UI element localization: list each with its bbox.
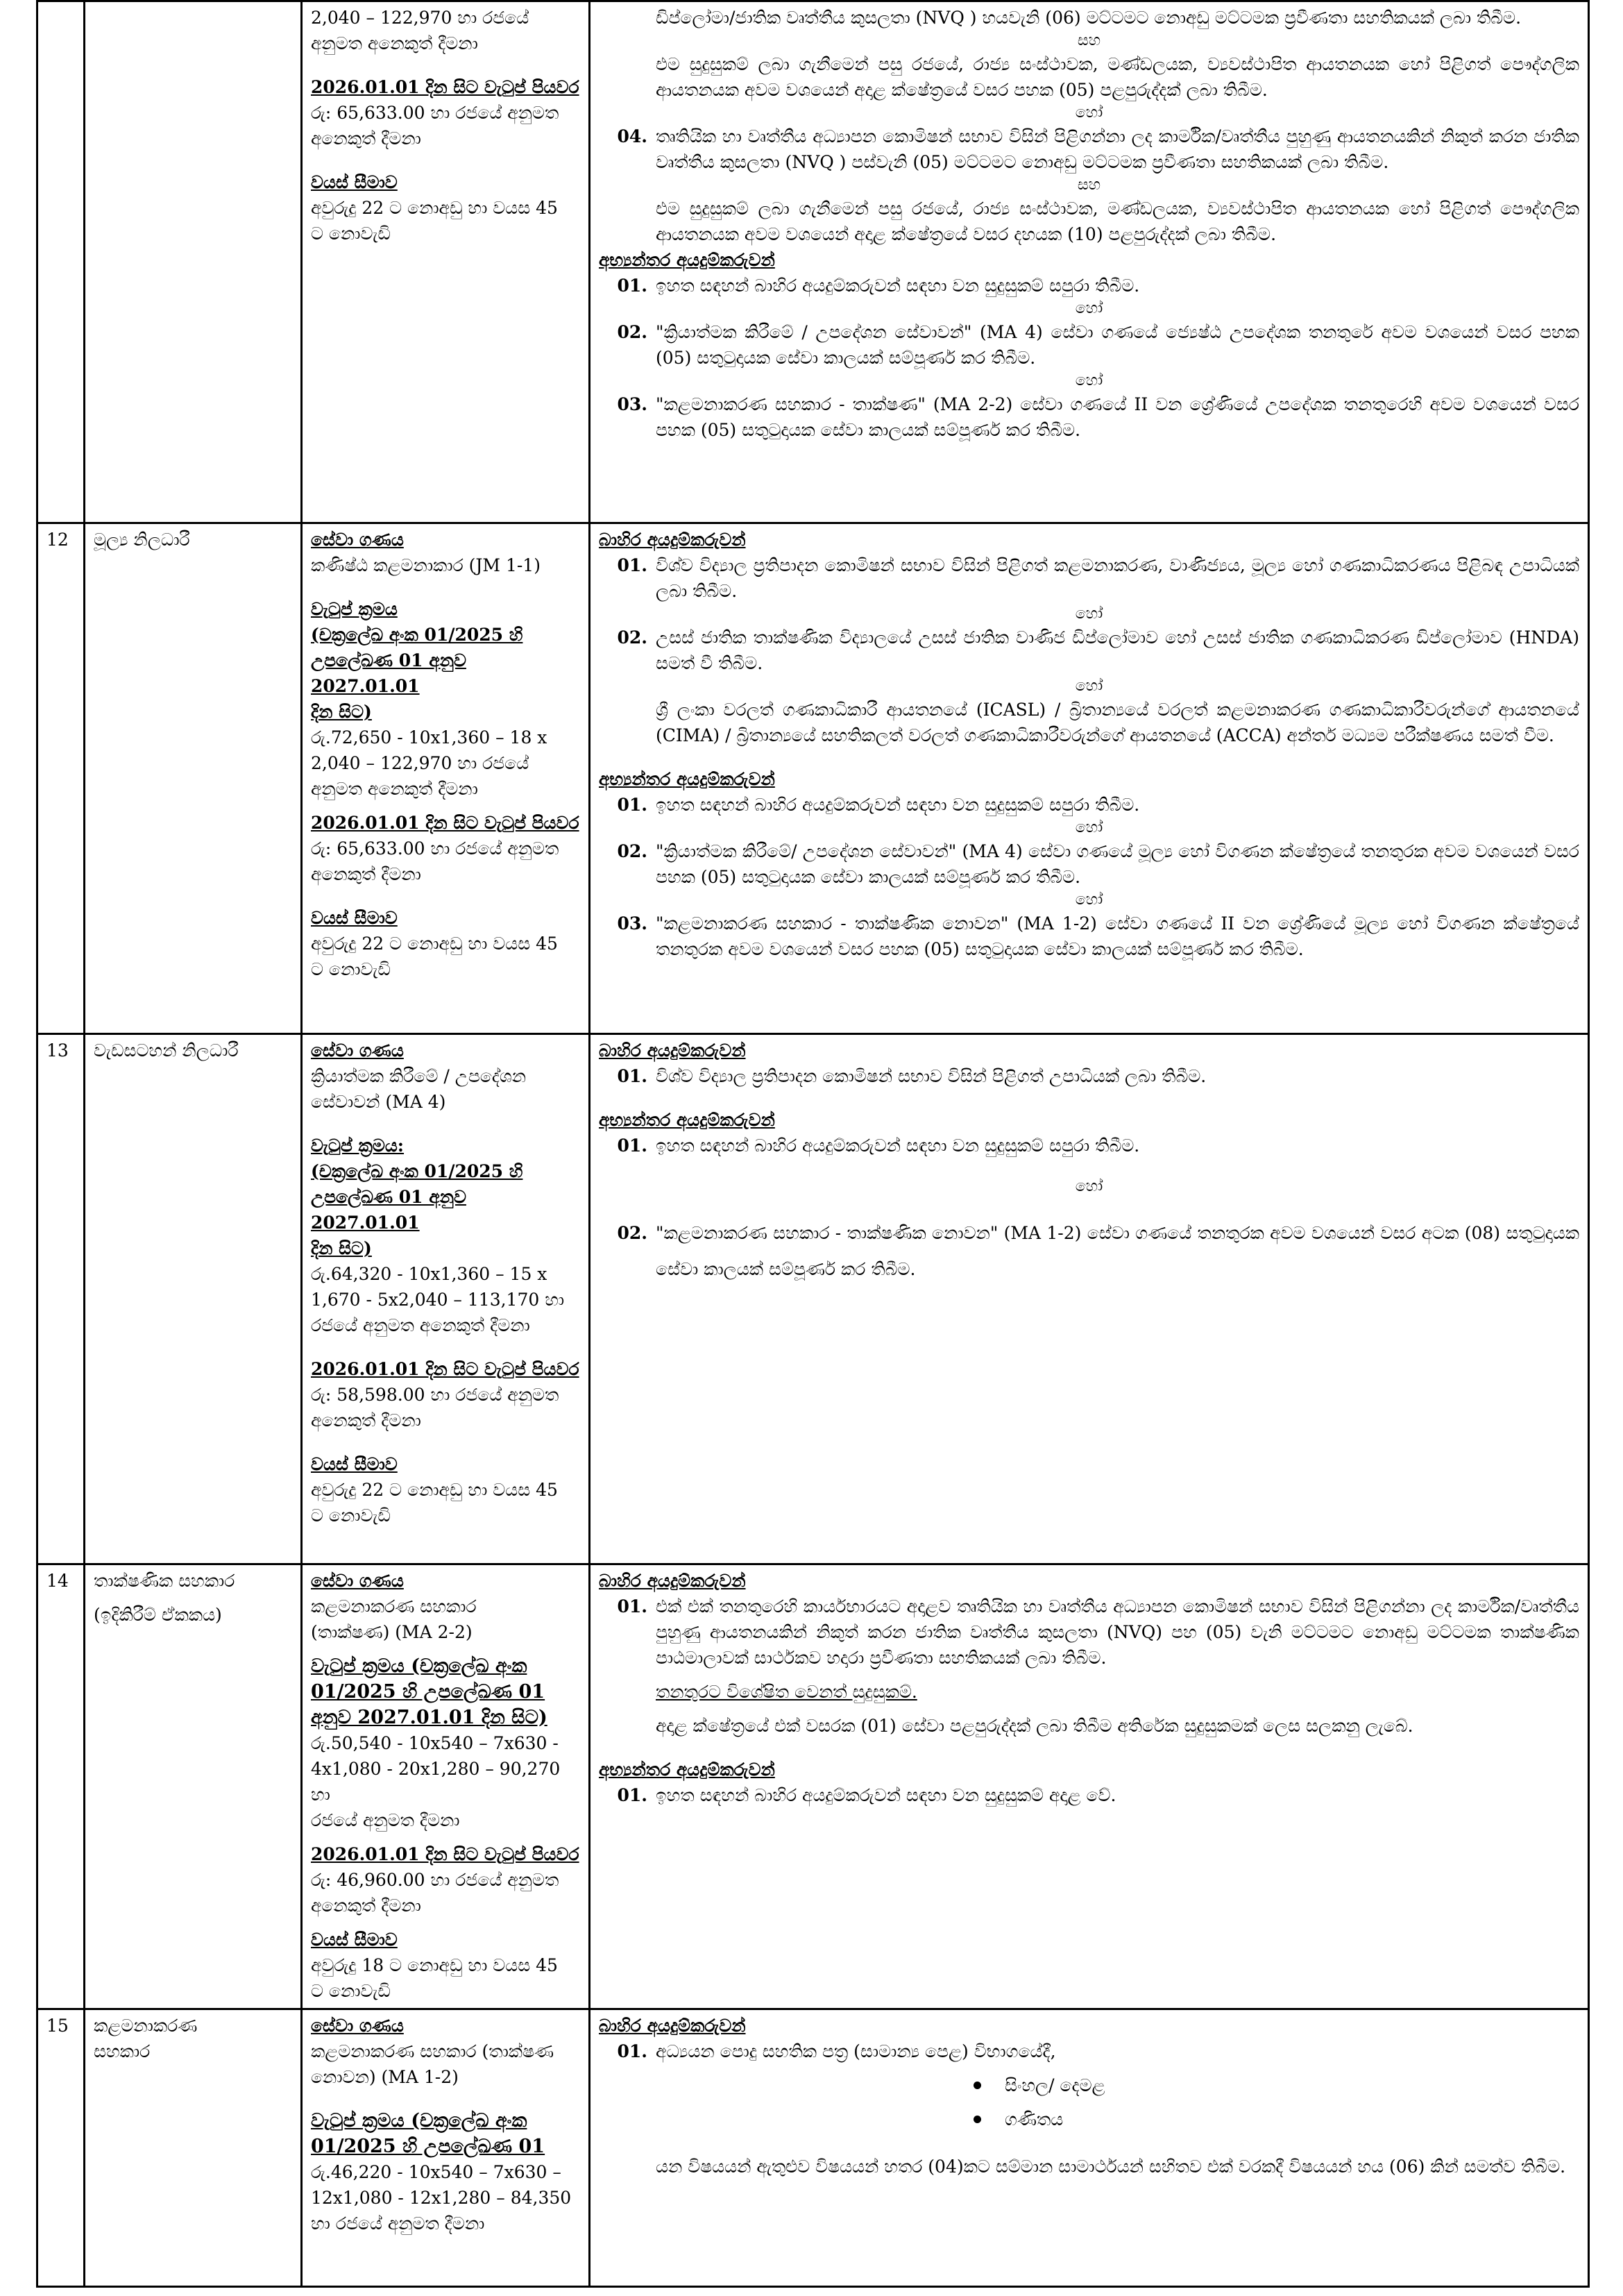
service-cell (302, 1, 590, 523)
qualification-item (599, 1594, 1579, 1671)
qualification-item (599, 625, 1579, 676)
bullet-text: ගණිතය (1005, 2109, 1064, 2129)
row-number: 13 (37, 1034, 85, 1564)
row-number: 12 (37, 523, 85, 1034)
bullet-text: සිංහල/ දෙමළ (1005, 2075, 1105, 2095)
service-category-heading: සේවා ගණය (311, 530, 404, 550)
separator-or: හෝ (1075, 1178, 1103, 1195)
item-text: විශ්ව විද්‍යාල ප්‍රතිපාදන කොමිෂන් සභාව විසින් පිළිගත් උපාධියක් ලබා තිබීම. (656, 1066, 1207, 1086)
post-name: මූල්‍ය නිලධාරී (85, 523, 302, 1034)
salary-2026-heading: 2026.01.01 දින සිට වැටුප් පියවර (311, 1844, 579, 1864)
salary-scale-text: රජයේ අනුමත අනෙකුත් දීමනා (311, 1315, 530, 1335)
item-number: 02. (617, 841, 647, 861)
post-cell (85, 1, 302, 523)
salary-scale-heading: වැටුප් ක්‍රමය (චක්‍රලේඛ අංක (311, 2110, 527, 2132)
service-cell (302, 1034, 590, 1564)
qualification-item (599, 1782, 1579, 1808)
salary-2026-text: රු: 58,598.00 හා රජයේ අනුමත (311, 1385, 559, 1405)
service-category-name: කණිෂ්ඨ කළමනාකාර (JM 1-1) (311, 555, 541, 575)
qualification-cell (590, 2009, 1589, 2287)
salary-2026-text: අනෙකුත් දීමනා (311, 864, 421, 884)
qualification-item (599, 391, 1579, 443)
qualification-cell (590, 1, 1589, 523)
internal-applicants-heading: අභ්‍යන්තර අයදුම්කරුවන් (599, 1110, 775, 1130)
salary-scale-heading: වැටුප් ක්‍රමය: (311, 1136, 405, 1156)
salary-scale-condition: දින සිට) (311, 1238, 372, 1258)
age-limit-text: අවුරුදු 22 ට නොඅඩු හා වයස 45 (311, 198, 558, 218)
service-cell (302, 1564, 590, 2009)
age-limit-text: ට නොවැඩි (311, 1981, 391, 2001)
salary-scale-text: රු.50,540 - 10x540 – 7x630 - (311, 1733, 559, 1753)
item-text: තෘතියික හා වෘත්තීය අධ්‍යාපන කොමිෂන් සභාව විසින් පිළිගන්නා ලද කාර්මික/වෘත්තීය පුහුණු ආයතනයකින් නිකුත් කරන ජාතික වෘත්තීය කුසලතා (NVQ ) පස්වැනි (05) මට්ටමට නොඅඩු මට්ටමක ප්‍රවීණතා සහතිකයක් ලබා තිබීම. (656, 126, 1579, 172)
salary-2026-text: අනෙකුත් දීමනා (311, 1410, 421, 1430)
salary-scale-text: 2,040 – 122,970 හා රජයේ (311, 753, 529, 773)
service-category-name: නොවන) (MA 1-2) (311, 2067, 459, 2087)
age-limit-heading: වයස් සීමාව (311, 1454, 398, 1474)
bullet-icon (974, 2116, 981, 2123)
recruitment-table (36, 0, 1590, 2288)
external-applicants-heading: බාහිර අයදුම්කරුවන් (599, 1040, 746, 1061)
post-name: සහකාර (94, 2041, 151, 2061)
item-text: ඉහත සඳහන් බාහිර අයදුම්කරුවන් සඳහා වන සුදුසුකම් සපුරා තිබීම. (656, 1136, 1140, 1156)
item-text: "කළමනාකරණ සහකාර - තාක්ෂණික නොවන" (MA 1-2) සේවා ගණයේ තනතුරක අවම වශයෙන් වසර අටක (08) සතුටුදායක සේවා කාලයක් සම්පූර්ණ කර තිබීම. (656, 1223, 1579, 1279)
salary-scale-text: 12x1,080 - 12x1,280 – 84,350 (311, 2188, 572, 2208)
age-limit-text: ට නොවැඩි (311, 959, 391, 979)
item-text: විශ්ව විද්‍යාල ප්‍රතිපාදන කොමිෂන් සභාව විසින් පිළිගත් කළමනාකරණ, වාණිජ්‍යය, මූල්‍ය හෝ ගණකාධිකරණය පිළිබඳ උපාධියක් ලබා තිබීම. (656, 555, 1579, 601)
separator-or: හෝ (1075, 605, 1103, 623)
item-number: 02. (617, 1223, 647, 1243)
item-number: 01. (617, 1785, 647, 1805)
service-category-name: සේවාවන් (MA 4) (311, 1092, 446, 1112)
table-row (37, 1, 1589, 523)
service-category-heading: සේවා ගණය (311, 1571, 404, 1591)
external-applicants-heading: බාහිර අයදුම්කරුවන් (599, 2016, 746, 2036)
salary-scale-text: රු.64,320 - 10x1,360 – 15 x (311, 1264, 547, 1284)
separator-and: සහ (1077, 176, 1101, 194)
item-text: ඉහත සඳහන් බාහිර අයදුම්කරුවන් සඳහා වන සුදුසුකම් අදාළ වේ. (656, 1785, 1116, 1805)
internal-applicants-heading: අභ්‍යන්තර අයදුම්කරුවන් (599, 1759, 775, 1780)
salary-scale-heading: වැටුප් ක්‍රමය (චක්‍රලේඛ අංක (311, 1655, 527, 1677)
item-number: 03. (617, 913, 647, 934)
age-limit-heading: වයස් සීමාව (311, 1930, 398, 1950)
salary-scale-text: අනුමත අනෙකුත් දීමනා (311, 779, 478, 799)
post-cell (85, 2009, 302, 2287)
age-limit-text: ට නොවැඩි (311, 223, 391, 244)
row-number: 14 (37, 1564, 85, 2009)
qualification-item (599, 1063, 1579, 1089)
age-limit-heading: වයස් සීමාව (311, 172, 398, 192)
qualification-item (599, 911, 1579, 962)
salary-scale-text: රජයේ අනුමත දීමනා (311, 1810, 460, 1830)
service-category-name: ක්‍රියාත්මක කිරීමේ / උපදේශන (311, 1066, 527, 1086)
qualification-item (599, 273, 1579, 298)
service-category-heading: සේවා ගණය (311, 2016, 404, 2036)
item-number: 04. (617, 126, 647, 146)
qualification-item (599, 124, 1579, 175)
qualification-item (599, 838, 1579, 890)
separator-or: හෝ (1075, 677, 1103, 695)
salary-2026-text: රු: 46,960.00 හා රජයේ අනුමත (311, 1870, 559, 1890)
row-number-cell (37, 1, 85, 523)
item-number: 01. (617, 1136, 647, 1156)
item-text: ඉහත සඳහන් බාහිර අයදුම්කරුවන් සඳහා වන සුදුසුකම් සපුරා තිබීම. (656, 276, 1140, 296)
external-applicants-heading: බාහිර අයදුම්කරුවන් (599, 530, 746, 550)
qualification-item (599, 792, 1579, 818)
salary-scale-condition: දින සිට) (311, 702, 372, 722)
bullet-icon (974, 2082, 981, 2089)
salary-scale-text: 4x1,080 - 20x1,280 – 90,270 හා (311, 1759, 561, 1805)
service-category-name: කළමනාකරණ සහකාර (311, 1596, 477, 1617)
table-row (37, 523, 1589, 1034)
salary-scale-text: 2,040 – 122,970 හා රජයේ (311, 8, 529, 28)
salary-2026-heading: 2026.01.01 දින සිට වැටුප් පියවර (311, 813, 579, 833)
table-row (37, 2009, 1589, 2287)
salary-scale-heading: අනුව 2027.01.01 දින සිට) (311, 1707, 547, 1728)
salary-2026-heading: 2026.01.01 දින සිට වැටුප් පියවර (311, 77, 579, 97)
salary-scale-text: අනුමත අනෙකුත් දීමනා (311, 33, 478, 53)
salary-2026-text: අනෙකුත් දීමනා (311, 1896, 421, 1916)
item-text: එක් එක් තනතුරෙහි කාර්යභාරයට අදාළව තෘතියික හා වෘත්තීය අධ්‍යාපන කොමිෂන් සභාව විසින් පිළිගන්නා ලද කාර්මික/වෘත්තීය පුහුණු ආයතනයකින් නිකුත් කරන ජාතික වෘත්තීය කුසලතා (NVQ) පහ (05) වැනි මට්ටමට නොඅඩු මට්ටමක තාක්ෂණික පාඨමාලාවක් සාර්ථකව හදාරා ප්‍රවීණතා සහතිකයක් ලබා තිබීම. (656, 1596, 1579, 1668)
service-category-name: කළමනාකරණ සහකාර (තාක්ෂණ (311, 2041, 554, 2061)
salary-scale-heading: 01/2025 හි උපලේඛණ 01 (311, 2136, 545, 2157)
age-limit-text: අවුරුදු 18 ට නොඅඩු හා වයස 45 (311, 1955, 558, 1975)
bullet-item (599, 2073, 1579, 2098)
item-text: "කළමනාකරණ සහකාර - තාක්ෂණ" (MA 2-2) සේවා ගණයේ II වන ශ්‍රේණියේ උපදේශක තනතුරෙහි අවම වශයෙන් වසර පහක (05) සතුටුදායක සේවා කාලයක් සම්පූර්ණ කර තිබීම. (656, 394, 1579, 440)
item-text: අධ්‍යයන පොදු සහතික පත්‍ර (සාමාන්‍ය පෙළ) විභාගයේදී, (656, 2041, 1056, 2061)
qualification-cell (590, 1034, 1589, 1564)
salary-scale-text: 1,670 - 5x2,040 – 113,170 හා (311, 1290, 565, 1310)
service-category-name: (තාක්ෂණ) (MA 2-2) (311, 1622, 473, 1642)
salary-scale-text: රු.46,220 - 10x540 – 7x630 – (311, 2162, 561, 2182)
qualification-item (599, 1133, 1579, 1158)
qualification-item (599, 1215, 1579, 1288)
separator-or: හෝ (1075, 104, 1103, 121)
separator-and: සහ (1077, 32, 1101, 49)
item-text: "ක්‍රියාත්මක කිරීමේ/ උපදේශන සේවාවන්" (MA 4) සේවා ගණයේ මූල්‍ය හෝ විගණන ක්ෂේත්‍රයේ තනතුරක අවම වශයෙන් වසර පහක (05) සතුටුදායක සේවා කාලයක් සම්පූර්ණ කර තිබීම. (656, 841, 1579, 887)
salary-2026-text: රු: 65,633.00 හා රජයේ අනුමත (311, 838, 559, 859)
item-number: 01. (617, 555, 647, 575)
table-row (37, 1034, 1589, 1564)
salary-scale-heading: වැටුප් ක්‍රමය (311, 599, 398, 619)
internal-applicants-heading: අභ්‍යන්තර අයදුම්කරුවන් (599, 769, 775, 789)
salary-scale-text: රු.72,650 - 10x1,360 – 18 x (311, 727, 547, 748)
salary-scale-text: හා රජයේ අනුමත දීමනා (311, 2213, 485, 2234)
item-number: 02. (617, 322, 647, 342)
post-unit: (ඉදිකිරීම් ඒකකය) (94, 1605, 222, 1625)
item-number: 01. (617, 1596, 647, 1617)
item-number: 01. (617, 276, 647, 296)
item-number: 01. (617, 1066, 647, 1086)
qualification-text: ශ්‍රී ලංකා වරලත් ගණකාධිකාරී ආයතනයේ (ICASL) / බ්‍රිතාන්‍යයේ වරලත් කළමනාකරණ ගණකාධිකාරීවරුන්ගේ ආයතනයේ (CIMA) / බ්‍රිතාන්‍යයේ සහතිකලත් වරලත් ගණකාධිකාරීවරුන්ගේ ආයතනයේ (ACCA) අන්තර් මධ්‍යම පරීක්ෂණය සමත් වීම. (656, 700, 1579, 745)
qualification-item (599, 319, 1579, 371)
salary-scale-condition: උපලේඛණ 01 අනුව 2027.01.01 (311, 1187, 466, 1233)
qualification-item (599, 2038, 1579, 2064)
internal-applicants-heading: අභ්‍යන්තර අයදුම්කරුවන් (599, 250, 775, 270)
post-name: කළමනාකරණ (94, 2016, 198, 2036)
salary-scale-condition: උපලේඛණ 01 අනුව 2027.01.01 (311, 650, 466, 696)
qualification-text: එම සුදුසුකම් ලබා ගැනීමෙන් පසු රජයේ, රාජ්‍ය සංස්ථාවක, මණ්ඩලයක, ව්‍යවස්ථාපිත ආයතනයක හෝ පිළිගත් පෞද්ගලික ආයතනයක අවම වශයෙන් අදාළ ක්ෂේත්‍රයේ වසර පහක (05) පළපුරුද්දක් ලබා තිබීම. (656, 54, 1579, 100)
age-limit-text: අවුරුදු 22 ට නොඅඩු හා වයස 45 (311, 934, 558, 954)
qualification-cell (590, 523, 1589, 1034)
post-cell (85, 1564, 302, 2009)
item-text: "කළමනාකරණ සහකාර - තාක්ෂණික නොවන" (MA 1-2) සේවා ගණයේ II වන ශ්‍රේණියේ මූල්‍ය හෝ විගණන ක්ෂේත්‍රයේ තනතුරක අවම වශයෙන් වසර පහක (05) සතුටුදායක සේවා කාලයක් සම්පූර්ණ කර තිබීම. (656, 913, 1579, 959)
qualification-item (599, 552, 1579, 604)
service-cell (302, 523, 590, 1034)
salary-2026-heading: 2026.01.01 දින සිට වැටුප් පියවර (311, 1359, 579, 1379)
age-limit-text: අවුරුදු 22 ට නොඅඩු හා වයස 45 (311, 1480, 558, 1500)
service-cell (302, 2009, 590, 2287)
external-applicants-heading: බාහිර අයදුම්කරුවන් (599, 1571, 746, 1591)
salary-2026-text: රු: 65,633.00 හා රජයේ අනුමත (311, 103, 559, 123)
bullet-item (599, 2107, 1579, 2132)
item-number: 01. (617, 2041, 647, 2061)
item-number: 02. (617, 627, 647, 648)
item-text: "ක්‍රියාත්මක කිරීමේ / උපදේශන සේවාවන්" (MA 4) සේවා ගණයේ ජ්‍යෙෂ්ඨ උපදේශක තනතුරේ අවම වශයෙන් වසර පහක (05) සතුටුදායක සේවා කාලයක් සම්පූර්ණ කර තිබීම. (656, 322, 1579, 368)
separator-or: හෝ (1075, 300, 1103, 317)
item-number: 01. (617, 795, 647, 815)
item-number: 03. (617, 394, 647, 414)
salary-scale-heading: 01/2025 හි උපලේඛණ 01 (311, 1681, 545, 1703)
salary-scale-condition: (චක්‍රලේඛ අංක 01/2025 හි (311, 1161, 523, 1181)
row-number: 15 (37, 2009, 85, 2287)
salary-2026-text: අනෙකුත් දීමනා (311, 128, 421, 149)
separator-or: හෝ (1075, 891, 1103, 909)
qualification-text: යන විෂයයන් ඇතුළුව විෂයයන් හතර (04)කට සම්මාන සාමාර්ථයන් සහිතව එක් වරකදී විෂයයන් හය (06) කින් සමත්ව තිබීම. (656, 2156, 1566, 2177)
item-text: ඉහත සඳහන් බාහිර අයදුම්කරුවන් සඳහා වන සුදුසුකම් සපුරා තිබීම. (656, 795, 1140, 815)
salary-scale-condition: (චක්‍රලේඛ අංක 01/2025 හි (311, 625, 523, 645)
service-category-heading: සේවා ගණය (311, 1040, 404, 1061)
item-text: උසස් ජාතික තාක්ෂණික විද්‍යාලයේ උසස් ජාතික වාණිජ ඩිප්ලෝමාව හෝ උසස් ජාතික ගණකාධිකරණ ඩිප්ලෝමාව (HNDA) සමත් වී තිබීම. (656, 627, 1579, 673)
separator-or: හෝ (1075, 819, 1103, 836)
special-qualification-heading: තනතුරට විශේෂිත වෙනත් සුදුසුකම්. (656, 1682, 917, 1702)
post-name: වැඩසටහන් නිලධාරී (85, 1034, 302, 1564)
table-row (37, 1564, 1589, 2009)
age-limit-heading: වයස් සීමාව (311, 908, 398, 928)
separator-or: හෝ (1075, 372, 1103, 389)
qualification-text: එම සුදුසුකම් ලබා ගැනීමෙන් පසු රජයේ, රාජ්‍ය සංස්ථාවක, මණ්ඩලයක, ව්‍යවස්ථාපිත ආයතනයක හෝ පිළිගත් පෞද්ගලික ආයතනයක අවම වශයෙන් අදාළ ක්ෂේත්‍රයේ වසර දහයක (10) පළපුරුද්දක් ලබා තිබීම. (656, 199, 1579, 244)
age-limit-text: ට නොවැඩි (311, 1505, 391, 1526)
qualification-text: ඩිප්ලෝමා/ජාතික වෘත්තීය කුසලතා (NVQ ) හයවැනි (06) මට්ටමට නොඅඩු මට්ටමක ප්‍රවීණතා සහතිකයක් ලබා තිබීම. (656, 8, 1522, 28)
post-name: තාක්ෂණික සහකාර (94, 1571, 235, 1591)
special-qualification-text: අදාළ ක්ෂේත්‍රයේ එක් වසරක (01) සේවා පළපුරුද්දක් ලබා තිබීම අතිරේක සුදුසුකමක් ලෙස සලකනු ලැබේ. (656, 1716, 1413, 1736)
qualification-cell (590, 1564, 1589, 2009)
